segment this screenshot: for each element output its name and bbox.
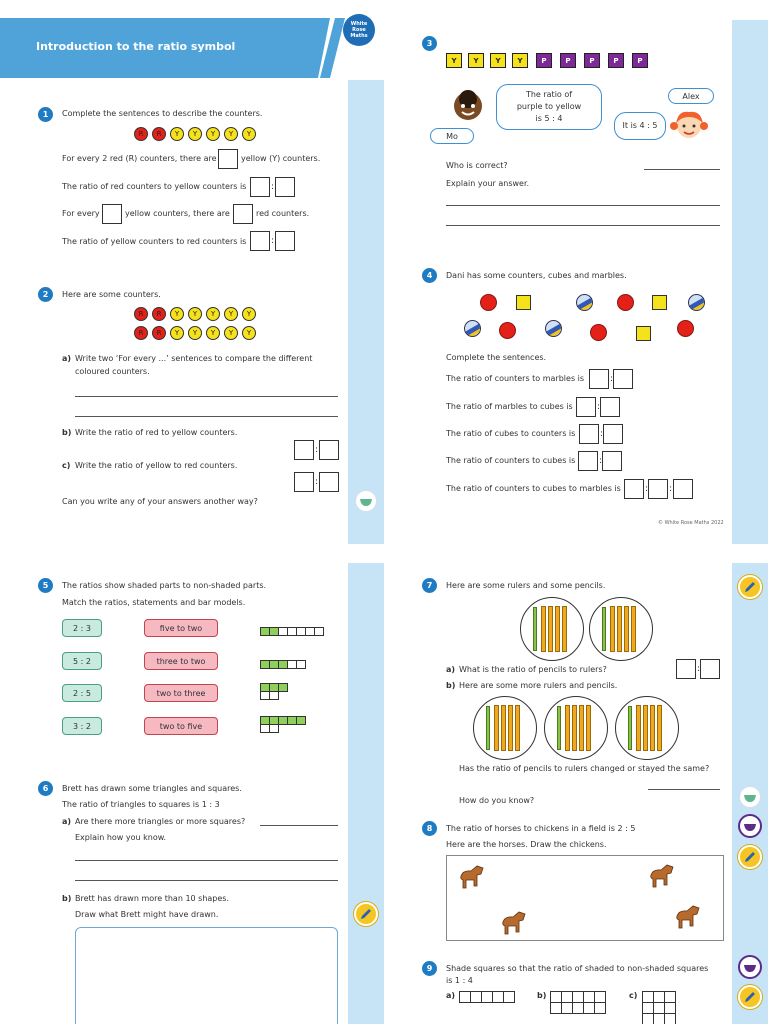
- counter-red: R: [152, 326, 166, 340]
- pencil-icon: [738, 985, 762, 1009]
- statement-card[interactable]: two to three: [144, 684, 218, 702]
- ratio-box[interactable]: [624, 479, 644, 499]
- horse-icon: [647, 861, 677, 891]
- q1-sentence-3b: yellow counters, there are: [125, 209, 230, 218]
- question-2-number: 2: [38, 287, 53, 302]
- counter-yellow: Y: [170, 326, 184, 340]
- question-8-number: 8: [422, 821, 437, 836]
- q3-who-correct: Who is correct?: [446, 161, 508, 170]
- q2-extension: Can you write any of your answers another way?: [62, 497, 258, 506]
- worksheet-page-2: [384, 0, 768, 544]
- counter-red: R: [152, 307, 166, 321]
- counter-yellow: Y: [188, 326, 202, 340]
- alex-speech-bubble: It is 4 : 5: [614, 112, 666, 140]
- q4-sentence-3: The ratio of cubes to counters is: [446, 429, 576, 438]
- ratio-box[interactable]: [676, 659, 696, 679]
- answer-line[interactable]: [75, 880, 338, 881]
- question-6-number: 6: [38, 781, 53, 796]
- ratio-box[interactable]: [576, 397, 596, 417]
- q5-line-2: Match the ratios, statements and bar models.: [62, 598, 246, 607]
- yellow-cube: [636, 326, 651, 341]
- q4-instruction: Dani has some counters, cubes and marbles.: [446, 271, 627, 280]
- mo-character-icon: [452, 90, 484, 122]
- answer-line[interactable]: [446, 205, 720, 206]
- pencil-icon: [354, 902, 378, 926]
- ratio-box[interactable]: [600, 397, 620, 417]
- cube-purple: P: [608, 53, 624, 68]
- q6b-text-2: Draw what Brett might have drawn.: [75, 910, 219, 919]
- worksheet-page-4: [384, 563, 768, 1024]
- q9-line-2: is 1 : 4: [446, 976, 473, 985]
- cube-yellow: Y: [490, 53, 506, 68]
- answer-line[interactable]: [260, 825, 338, 826]
- q4-sentence-4: The ratio of counters to cubes is: [446, 456, 576, 465]
- ratio-colon: :: [599, 456, 603, 466]
- bar-model[interactable]: [261, 660, 306, 669]
- counter-red: R: [134, 326, 148, 340]
- pencil-icon: [738, 845, 762, 869]
- cube-purple: P: [536, 53, 552, 68]
- worksheet-page-1: [0, 0, 384, 544]
- alex-character-icon: [670, 108, 708, 142]
- ratio-colon: :: [315, 445, 319, 455]
- logo-word-1: White: [350, 21, 368, 27]
- statement-card[interactable]: three to two: [144, 652, 218, 670]
- ratio-box[interactable]: [250, 177, 270, 197]
- cube-yellow: Y: [446, 53, 462, 68]
- red-counter: [480, 294, 497, 311]
- counter-yellow: Y: [188, 127, 202, 141]
- q7a-text: What is the ratio of pencils to rulers?: [459, 665, 607, 674]
- q9c-label: c): [629, 991, 638, 1000]
- question-1-number: 1: [38, 107, 53, 122]
- q2c-label: c): [62, 461, 71, 470]
- yellow-cube: [516, 295, 531, 310]
- q7b-how-know: How do you know?: [459, 796, 535, 805]
- question-7-number: 7: [422, 578, 437, 593]
- page-title: Introduction to the ratio symbol: [36, 40, 236, 53]
- ratio-colon: :: [645, 484, 649, 494]
- ratio-box[interactable]: [319, 440, 339, 460]
- answer-line[interactable]: [75, 396, 338, 397]
- answer-line[interactable]: [446, 225, 720, 226]
- q7b-question: Has the ratio of pencils to rulers changed or stayed the same?: [459, 764, 710, 773]
- counter-yellow: Y: [224, 326, 238, 340]
- counter-red: R: [134, 127, 148, 141]
- page-3-sidebar: [348, 563, 384, 1024]
- ratio-card[interactable]: 2 : 5: [62, 684, 102, 702]
- rulers-pencils-group: [589, 597, 653, 661]
- counter-yellow: Y: [188, 307, 202, 321]
- q6-line-2: The ratio of triangles to squares is 1 : 3: [62, 800, 220, 809]
- counter-yellow: Y: [206, 127, 220, 141]
- question-9-number: 9: [422, 961, 437, 976]
- question-4-number: 4: [422, 268, 437, 283]
- q2b-text: Write the ratio of red to yellow counters.: [75, 428, 238, 437]
- q4-complete-instruction: Complete the sentences.: [446, 353, 547, 362]
- ratio-card[interactable]: 3 : 2: [62, 717, 102, 735]
- ratio-box[interactable]: [275, 177, 295, 197]
- bar-model[interactable]: [261, 683, 288, 700]
- marble: [688, 294, 705, 311]
- yellow-cube: [652, 295, 667, 310]
- cube-purple: P: [560, 53, 576, 68]
- reasoning-bowl-icon: [738, 785, 762, 809]
- counter-yellow: Y: [206, 307, 220, 321]
- red-counter: [499, 322, 516, 339]
- ratio-box[interactable]: [275, 231, 295, 251]
- q4-sentence-2: The ratio of marbles to cubes is: [446, 402, 573, 411]
- q1-sentence-1b: yellow (Y) counters.: [241, 154, 321, 163]
- q1-sentence-3a: For every: [62, 209, 100, 218]
- pencil-icon: [738, 575, 762, 599]
- q9-line-1: Shade squares so that the ratio of shaded to non-shaded squares: [446, 964, 709, 973]
- counter-yellow: Y: [170, 127, 184, 141]
- counter-yellow: Y: [242, 326, 256, 340]
- ratio-box[interactable]: [578, 451, 598, 471]
- cube-purple: P: [584, 53, 600, 68]
- q2a-text-line-1: Write two ‘For every ...’ sentences to compare the different: [75, 354, 313, 363]
- q9a-label: a): [446, 991, 456, 1000]
- q6a-explain: Explain how you know.: [75, 833, 167, 842]
- ratio-box[interactable]: [589, 369, 609, 389]
- q7a-label: a): [446, 665, 456, 674]
- question-3-number: 3: [422, 36, 437, 51]
- statement-card[interactable]: two to five: [144, 717, 218, 735]
- q5-line-1: The ratios show shaded parts to non-shaded parts.: [62, 581, 267, 590]
- red-counter: [590, 324, 607, 341]
- ratio-box[interactable]: [319, 472, 339, 492]
- cube-yellow: Y: [468, 53, 484, 68]
- ratio-box[interactable]: [602, 451, 622, 471]
- q2-instruction: Here are some counters.: [62, 290, 161, 299]
- counter-yellow: Y: [242, 127, 256, 141]
- ratio-box[interactable]: [648, 479, 668, 499]
- q4-sentence-1: The ratio of counters to marbles is: [446, 374, 585, 383]
- statement-card[interactable]: five to two: [144, 619, 218, 637]
- marble: [545, 320, 562, 337]
- q2a-text-line-2: coloured counters.: [75, 367, 150, 376]
- q7-instruction: Here are some rulers and some pencils.: [446, 581, 606, 590]
- q3-explain: Explain your answer.: [446, 179, 530, 188]
- q2c-text: Write the ratio of yellow to red counters.: [75, 461, 238, 470]
- ratio-colon: :: [669, 484, 673, 494]
- shading-grid[interactable]: [642, 991, 675, 1024]
- answer-line[interactable]: [644, 169, 720, 170]
- ratio-box[interactable]: [673, 479, 693, 499]
- q2b-label: b): [62, 428, 72, 437]
- mo-name-tag: Mo: [430, 128, 474, 144]
- cube-yellow: Y: [512, 53, 528, 68]
- mo-speech-line-1: The ratio of: [525, 90, 573, 99]
- shading-grid[interactable]: [550, 991, 605, 1013]
- counter-yellow: Y: [224, 127, 238, 141]
- white-rose-maths-logo: [343, 14, 375, 46]
- answer-line[interactable]: [648, 789, 720, 790]
- ratio-box[interactable]: [613, 369, 633, 389]
- q7b-text: Here are some more rulers and pencils.: [459, 681, 618, 690]
- logo-word-2: Rose: [352, 27, 366, 33]
- ratio-colon: :: [697, 664, 701, 674]
- bar-model[interactable]: [261, 627, 324, 636]
- copyright: © White Rose Maths 2022: [658, 520, 724, 526]
- q9b-label: b): [537, 991, 547, 1000]
- q6-line-1: Brett has drawn some triangles and squares.: [62, 784, 242, 793]
- ratio-colon: :: [597, 402, 601, 412]
- marble: [576, 294, 593, 311]
- rulers-pencils-group: [473, 696, 537, 760]
- q6b-text: Brett has drawn more than 10 shapes.: [75, 894, 230, 903]
- counter-red: R: [152, 127, 166, 141]
- question-5-number: 5: [38, 578, 53, 593]
- ratio-colon: :: [600, 429, 604, 439]
- counter-yellow: Y: [224, 307, 238, 321]
- ratio-colon: :: [271, 182, 275, 192]
- ratio-colon: :: [315, 477, 319, 487]
- q2a-label: a): [62, 354, 72, 363]
- horse-field-drawing-area[interactable]: [446, 855, 724, 941]
- cube-purple: P: [632, 53, 648, 68]
- mo-speech-line-2: purple to yellow: [516, 102, 582, 111]
- alex-name-tag: Alex: [668, 88, 714, 104]
- page-2-sidebar: [732, 20, 768, 544]
- q1-sentence-2: The ratio of red counters to yellow counters is: [62, 182, 247, 191]
- bar-model[interactable]: [261, 716, 306, 733]
- q6a-text: Are there more triangles or more squares?: [75, 817, 246, 826]
- ratio-box[interactable]: [579, 424, 599, 444]
- q7b-label: b): [446, 681, 456, 690]
- drawing-area[interactable]: [75, 927, 338, 1024]
- shading-grid[interactable]: [459, 991, 514, 1002]
- mo-speech-bubble: [496, 84, 602, 130]
- ratio-box[interactable]: [294, 440, 314, 460]
- q1-instruction: Complete the sentences to describe the counters.: [62, 109, 263, 118]
- ratio-card[interactable]: 5 : 2: [62, 652, 102, 670]
- answer-box[interactable]: [102, 204, 122, 224]
- ratio-box[interactable]: [603, 424, 623, 444]
- ratio-card[interactable]: 2 : 3: [62, 619, 102, 637]
- marble: [464, 320, 481, 337]
- logo-word-3: Maths: [350, 33, 368, 39]
- horse-icon: [499, 908, 529, 938]
- answer-box[interactable]: [218, 149, 238, 169]
- problem-solving-bowl-icon: [738, 955, 762, 979]
- answer-line[interactable]: [75, 416, 338, 417]
- page-1-sidebar: [348, 80, 384, 544]
- answer-line[interactable]: [75, 860, 338, 861]
- rulers-pencils-group: [544, 696, 608, 760]
- ratio-colon: :: [610, 374, 614, 384]
- q1-sentence-4: The ratio of yellow counters to red counters is: [62, 237, 247, 246]
- ratio-box[interactable]: [700, 659, 720, 679]
- ratio-colon: :: [271, 236, 275, 246]
- q8-line-2: Here are the horses. Draw the chickens.: [446, 840, 607, 849]
- ratio-box[interactable]: [294, 472, 314, 492]
- mo-speech-line-3: is 5 : 4: [535, 114, 563, 123]
- horse-icon: [457, 862, 487, 892]
- rulers-pencils-group: [615, 696, 679, 760]
- q6b-label: b): [62, 894, 72, 903]
- counter-yellow: Y: [170, 307, 184, 321]
- problem-solving-bowl-icon: [738, 814, 762, 838]
- counter-yellow: Y: [206, 326, 220, 340]
- q6a-label: a): [62, 817, 72, 826]
- horse-icon: [673, 902, 703, 932]
- q4-sentence-5: The ratio of counters to cubes to marbles is: [446, 484, 621, 493]
- rulers-pencils-group: [520, 597, 584, 661]
- counter-yellow: Y: [242, 307, 256, 321]
- q1-sentence-1a: For every 2 red (R) counters, there are: [62, 154, 217, 163]
- red-counter: [617, 294, 634, 311]
- q1-sentence-3c: red counters.: [256, 209, 310, 218]
- counter-red: R: [134, 307, 148, 321]
- answer-box[interactable]: [233, 204, 253, 224]
- red-counter: [677, 320, 694, 337]
- reasoning-bowl-icon: [354, 489, 378, 513]
- ratio-box[interactable]: [250, 231, 270, 251]
- q8-line-1: The ratio of horses to chickens in a field is 2 : 5: [446, 824, 636, 833]
- worksheet-page-3: [0, 563, 384, 1024]
